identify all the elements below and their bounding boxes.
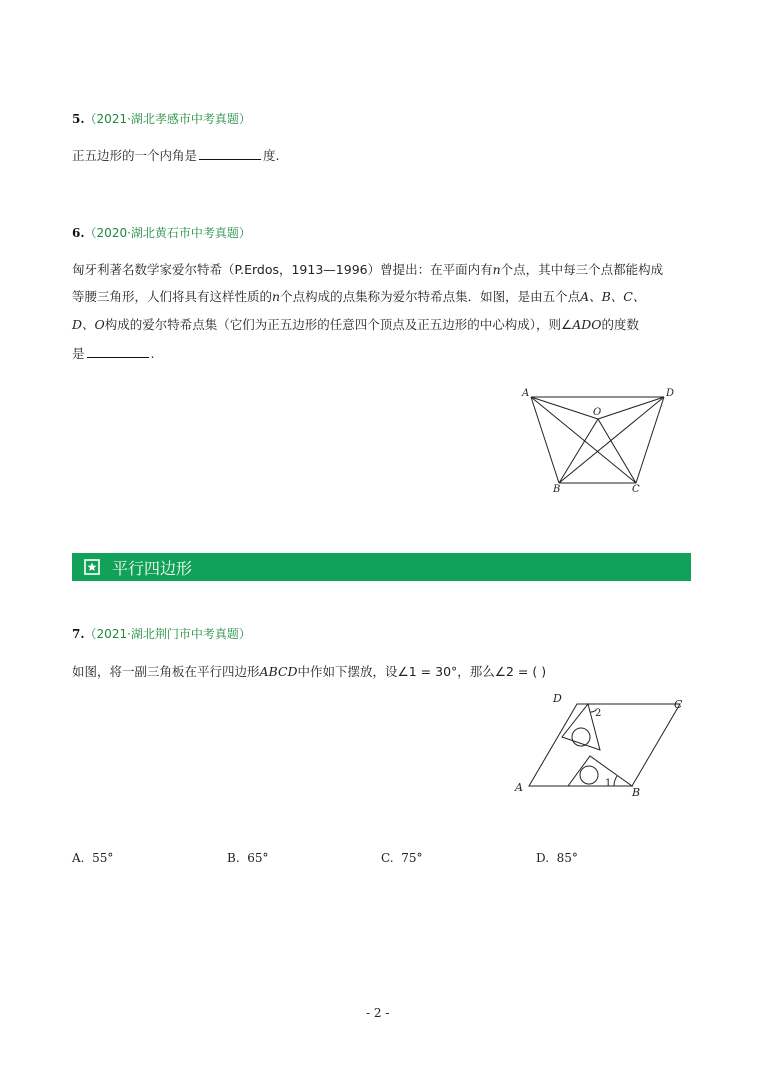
- segment-AB: [531, 397, 559, 483]
- parallelogram-ABCD: [529, 704, 680, 786]
- angle-1-arc: [614, 776, 617, 786]
- segment-DO: [598, 397, 664, 419]
- option-c[interactable]: C. 75°: [381, 851, 423, 865]
- label-B: B: [632, 786, 641, 799]
- option-a[interactable]: A. 55°: [72, 851, 114, 865]
- q5-number: 5.: [72, 112, 85, 126]
- label-D: D: [666, 388, 675, 399]
- q5-source: 2021·湖北孝感市中考真题: [96, 112, 239, 126]
- label-O: O: [593, 407, 602, 418]
- q6-source: 2020·湖北黄石市中考真题: [96, 226, 239, 240]
- q6-line-1: 匈牙利著名数学家爱尔特希（P.Erdos，1913—1996）曾提出：在平面内有n个点，其中每三个点都能构成: [72, 262, 664, 277]
- label-D: D: [553, 692, 562, 705]
- section-header: [72, 553, 691, 581]
- bookmark-star-icon: [84, 559, 100, 575]
- q6-answer-blank: [87, 345, 149, 358]
- q6-line-3: D、O构成的爱尔特希点集（它们为正五边形的任意四个顶点及正五边形的中心构成），则∠ADO的度数: [72, 317, 640, 332]
- set-square-45: [568, 756, 632, 786]
- segment-OB: [559, 419, 598, 483]
- q6-line-4: 是 .: [72, 346, 155, 361]
- label-C: C: [632, 484, 640, 493]
- segment-DC: [636, 397, 664, 483]
- q6-line-2: 等腰三角形，人们将具有这样性质的n个点构成的点集称为爱尔特希点集．如图，是由五个点A、B、C、: [72, 289, 646, 304]
- label-A: A: [522, 388, 530, 399]
- segment-OC: [598, 419, 636, 483]
- set-square-45-hole: [580, 766, 598, 784]
- segment-AO: [531, 397, 598, 419]
- q6-figure: [518, 383, 680, 493]
- label-B: B: [553, 484, 561, 493]
- option-b[interactable]: B. 65°: [227, 851, 269, 865]
- option-d[interactable]: D. 85°: [536, 851, 578, 865]
- q7-number: 7.: [72, 627, 85, 641]
- page-number: - 2 -: [366, 1006, 390, 1020]
- q6-header: 6.（2020·湖北黄石市中考真题）: [72, 226, 251, 240]
- q7-source: 2021·湖北荆门市中考真题: [96, 627, 239, 641]
- q7-header: 7.（2021·湖北荆门市中考真题）: [72, 627, 251, 641]
- q7-figure: [510, 690, 690, 800]
- q5-text: 正五边形的一个内角是 度.: [72, 148, 280, 163]
- label-angle-2: 2: [595, 708, 602, 719]
- label-angle-1: 1: [605, 778, 612, 789]
- segment-DB: [559, 397, 664, 483]
- section-title: 平行四边形: [112, 558, 193, 578]
- q6-number: 6.: [72, 226, 85, 240]
- segment-AC: [531, 397, 636, 483]
- q5-answer-blank: [199, 147, 261, 160]
- q5-header: 5.（2021·湖北孝感市中考真题）: [72, 112, 251, 126]
- label-A: A: [515, 781, 523, 794]
- q7-text: 如图，将一副三角板在平行四边形ABCD中作如下摆放，设∠1 = 30°，那么∠2 = ( ): [72, 664, 547, 679]
- label-C: C: [674, 698, 683, 711]
